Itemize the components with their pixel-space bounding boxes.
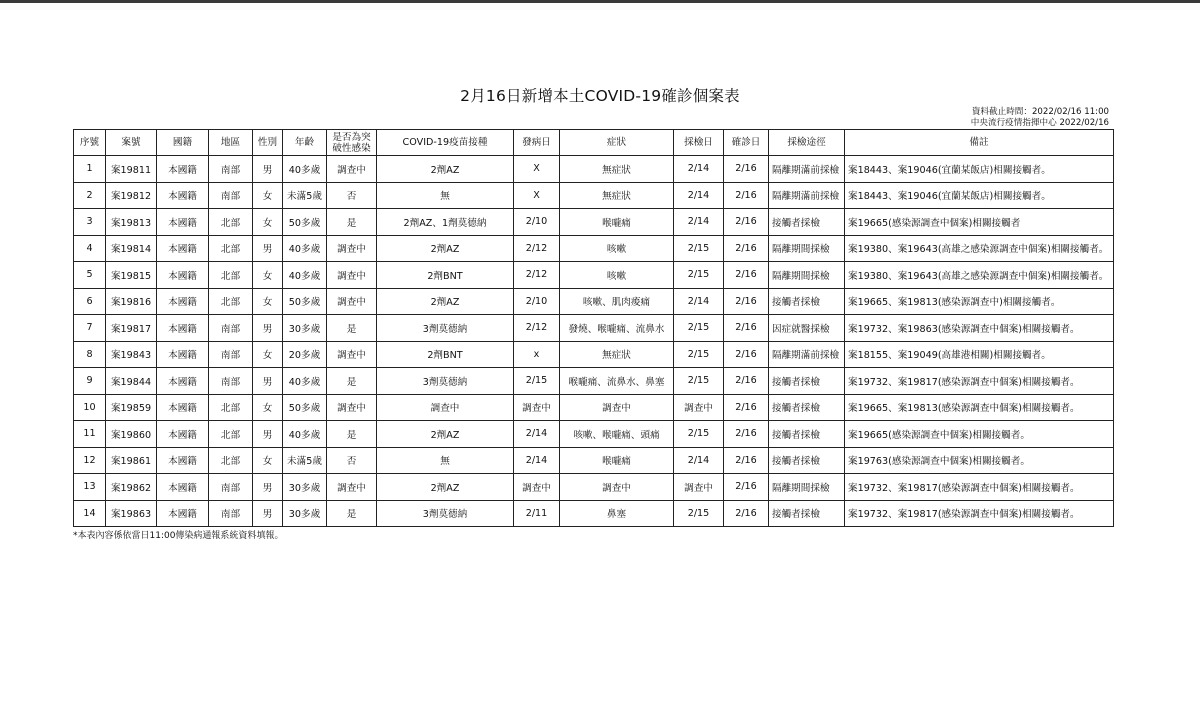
- cell-onset: 2/11: [514, 500, 560, 527]
- col-header-seq: 序號: [74, 130, 106, 156]
- cell-onset: 調查中: [514, 394, 560, 421]
- cell-remarks: 案19732、案19817(感染源調查中個案)相關接觸者。: [845, 368, 1114, 395]
- cell-vaccine: 3劑莫德納: [377, 500, 514, 527]
- table-row: [74, 447, 1114, 474]
- cell-symptoms: 調查中: [560, 474, 674, 501]
- cell-sex: 女: [253, 262, 283, 289]
- cell-nationality: 本國籍: [157, 421, 209, 448]
- cell-vaccine: 2劑BNT: [377, 341, 514, 368]
- report-source: 中央流行疫情指揮中心 2022/02/16: [970, 118, 1109, 128]
- cell-sex: 男: [253, 421, 283, 448]
- cell-age: 20多歲: [283, 341, 327, 368]
- cell-sex: 男: [253, 368, 283, 395]
- cell-region: 北部: [209, 447, 253, 474]
- cell-vaccine: 2劑AZ: [377, 156, 514, 183]
- cell-remarks: 案18155、案19049(高雄港相關)相關接觸者。: [845, 341, 1114, 368]
- cell-seq: 14: [74, 500, 106, 527]
- cell-symptoms: 調查中: [560, 394, 674, 421]
- cell-age: 40多歲: [283, 421, 327, 448]
- cell-nationality: 本國籍: [157, 474, 209, 501]
- cell-symptoms: 無症狀: [560, 182, 674, 209]
- cell-breakthrough: 是: [327, 500, 377, 527]
- cell-seq: 11: [74, 421, 106, 448]
- case-table: [73, 129, 1114, 527]
- cell-sex: 女: [253, 394, 283, 421]
- cell-sex: 女: [253, 447, 283, 474]
- cell-sample-date: 2/15: [674, 368, 724, 395]
- cell-vaccine: 2劑BNT: [377, 262, 514, 289]
- cell-age: 未滿5歲: [283, 447, 327, 474]
- cell-sex: 男: [253, 474, 283, 501]
- cell-onset: x: [514, 341, 560, 368]
- cell-confirm-date: 2/16: [724, 209, 769, 236]
- cell-symptoms: 咳嗽、喉嚨痛、頭痛: [560, 421, 674, 448]
- cell-remarks: 案19380、案19643(高雄之感染源調查中個案)相關接觸者。: [845, 235, 1114, 262]
- report-meta: [971, 107, 1109, 129]
- cell-symptoms: 無症狀: [560, 156, 674, 183]
- cell-sample-date: 2/15: [674, 500, 724, 527]
- cell-confirm-date: 2/16: [724, 315, 769, 342]
- cell-sample-date: 2/14: [674, 156, 724, 183]
- cell-case-no: 案19813: [106, 209, 157, 236]
- cell-breakthrough: 調查中: [327, 288, 377, 315]
- table-row: [74, 262, 1114, 289]
- cell-region: 北部: [209, 288, 253, 315]
- cell-onset: 2/12: [514, 235, 560, 262]
- table-row: [74, 500, 1114, 527]
- cell-onset: 2/12: [514, 262, 560, 289]
- cell-nationality: 本國籍: [157, 209, 209, 236]
- table-row: [74, 209, 1114, 236]
- page-title: 2月16日新增本土COVID-19確診個案表: [460, 87, 740, 105]
- cell-sample-route: 接觸者採檢: [769, 209, 845, 236]
- cell-sex: 女: [253, 288, 283, 315]
- cell-case-no: 案19816: [106, 288, 157, 315]
- cell-confirm-date: 2/16: [724, 262, 769, 289]
- cell-nationality: 本國籍: [157, 288, 209, 315]
- cell-case-no: 案19844: [106, 368, 157, 395]
- table-row: [74, 421, 1114, 448]
- cell-age: 50多歲: [283, 288, 327, 315]
- cell-sample-date: 2/15: [674, 235, 724, 262]
- cell-confirm-date: 2/16: [724, 368, 769, 395]
- cell-symptoms: 發燒、喉嚨痛、流鼻水: [560, 315, 674, 342]
- cell-seq: 10: [74, 394, 106, 421]
- table-row: [74, 156, 1114, 183]
- cell-nationality: 本國籍: [157, 235, 209, 262]
- col-header-remarks: 備註: [845, 130, 1114, 156]
- cell-symptoms: 喉嚨痛: [560, 447, 674, 474]
- cell-remarks: 案19732、案19817(感染源調查中個案)相關接觸者。: [845, 500, 1114, 527]
- cell-sex: 男: [253, 156, 283, 183]
- cell-sample-date: 2/15: [674, 421, 724, 448]
- cell-sex: 男: [253, 235, 283, 262]
- cell-confirm-date: 2/16: [724, 235, 769, 262]
- cell-case-no: 案19862: [106, 474, 157, 501]
- cell-symptoms: 無症狀: [560, 341, 674, 368]
- cell-sample-route: 隔離期滿前採檢: [769, 341, 845, 368]
- cell-case-no: 案19815: [106, 262, 157, 289]
- cell-age: 40多歲: [283, 368, 327, 395]
- col-header-sex: 性別: [253, 130, 283, 156]
- cell-confirm-date: 2/16: [724, 156, 769, 183]
- cell-age: 50多歲: [283, 394, 327, 421]
- col-header-confirm-date: 確診日: [724, 130, 769, 156]
- cell-vaccine: 3劑莫德納: [377, 315, 514, 342]
- col-header-sample-route: 採檢途徑: [769, 130, 845, 156]
- cell-confirm-date: 2/16: [724, 394, 769, 421]
- cell-nationality: 本國籍: [157, 315, 209, 342]
- cell-age: 40多歲: [283, 156, 327, 183]
- cell-seq: 9: [74, 368, 106, 395]
- cell-sample-date: 2/15: [674, 341, 724, 368]
- cell-breakthrough: 調查中: [327, 394, 377, 421]
- cell-sample-route: 接觸者採檢: [769, 500, 845, 527]
- cell-age: 30多歲: [283, 500, 327, 527]
- cell-sample-route: 隔離期滿前採檢: [769, 182, 845, 209]
- col-header-onset: 發病日: [514, 130, 560, 156]
- cell-region: 南部: [209, 500, 253, 527]
- cell-region: 南部: [209, 156, 253, 183]
- table-row: [74, 288, 1114, 315]
- cell-seq: 13: [74, 474, 106, 501]
- cell-vaccine: 無: [377, 182, 514, 209]
- case-table-body: [74, 156, 1114, 527]
- cell-sample-route: 隔離期間採檢: [769, 474, 845, 501]
- cell-remarks: 案18443、案19046(宜蘭某飯店)相關接觸者。: [845, 182, 1114, 209]
- cell-remarks: 案19732、案19817(感染源調查中個案)相關接觸者。: [845, 474, 1114, 501]
- table-row: [74, 341, 1114, 368]
- cell-breakthrough: 調查中: [327, 474, 377, 501]
- cell-sample-route: 隔離期間採檢: [769, 235, 845, 262]
- cell-region: 北部: [209, 209, 253, 236]
- cell-confirm-date: 2/16: [724, 288, 769, 315]
- cell-region: 北部: [209, 262, 253, 289]
- cell-sample-date: 2/14: [674, 288, 724, 315]
- cell-case-no: 案19859: [106, 394, 157, 421]
- cell-breakthrough: 否: [327, 182, 377, 209]
- cell-case-no: 案19812: [106, 182, 157, 209]
- cell-seq: 2: [74, 182, 106, 209]
- cell-case-no: 案19863: [106, 500, 157, 527]
- data-cutoff-time: 資料截止時間：2022/02/16 11:00: [971, 107, 1109, 117]
- cell-onset: 2/14: [514, 421, 560, 448]
- cell-age: 30多歲: [283, 474, 327, 501]
- cell-breakthrough: 是: [327, 421, 377, 448]
- cell-age: 未滿5歲: [283, 182, 327, 209]
- cell-vaccine: 2劑AZ、1劑莫德納: [377, 209, 514, 236]
- cell-region: 北部: [209, 421, 253, 448]
- cell-sex: 男: [253, 315, 283, 342]
- cell-symptoms: 喉嚨痛: [560, 209, 674, 236]
- cell-region: 北部: [209, 394, 253, 421]
- cell-sample-route: 隔離期間採檢: [769, 262, 845, 289]
- col-header-vaccine: COVID-19疫苗接種: [377, 130, 514, 156]
- col-header-nationality: 國籍: [157, 130, 209, 156]
- cell-onset: 2/12: [514, 315, 560, 342]
- cell-breakthrough: 是: [327, 368, 377, 395]
- cell-breakthrough: 調查中: [327, 341, 377, 368]
- cell-region: 北部: [209, 235, 253, 262]
- cell-age: 40多歲: [283, 262, 327, 289]
- cell-sample-route: 因症就醫採檢: [769, 315, 845, 342]
- table-row: [74, 182, 1114, 209]
- col-header-region: 地區: [209, 130, 253, 156]
- footnote: *本表內容係依當日11:00傳染病通報系統資料填報。: [73, 531, 284, 541]
- cell-onset: X: [514, 156, 560, 183]
- col-header-age: 年齡: [283, 130, 327, 156]
- cell-confirm-date: 2/16: [724, 421, 769, 448]
- cell-sample-date: 調查中: [674, 394, 724, 421]
- cell-remarks: 案19380、案19643(高雄之感染源調查中個案)相關接觸者。: [845, 262, 1114, 289]
- cell-breakthrough: 是: [327, 209, 377, 236]
- cell-sample-date: 調查中: [674, 474, 724, 501]
- col-header-sample-date: 採檢日: [674, 130, 724, 156]
- cell-vaccine: 2劑AZ: [377, 288, 514, 315]
- cell-confirm-date: 2/16: [724, 182, 769, 209]
- cell-nationality: 本國籍: [157, 262, 209, 289]
- cell-age: 50多歲: [283, 209, 327, 236]
- cell-sample-route: 接觸者採檢: [769, 288, 845, 315]
- cell-seq: 4: [74, 235, 106, 262]
- cell-remarks: 案19665、案19813(感染源調查中個案)相關接觸者。: [845, 394, 1114, 421]
- cell-nationality: 本國籍: [157, 182, 209, 209]
- cell-remarks: 案19763(感染源調查中個案)相關接觸者。: [845, 447, 1114, 474]
- cell-sex: 男: [253, 500, 283, 527]
- cell-symptoms: 喉嚨痛、流鼻水、鼻塞: [560, 368, 674, 395]
- col-header-symptoms: 症狀: [560, 130, 674, 156]
- cell-sample-date: 2/15: [674, 262, 724, 289]
- cell-symptoms: 咳嗽、肌肉痠痛: [560, 288, 674, 315]
- cell-nationality: 本國籍: [157, 447, 209, 474]
- cell-nationality: 本國籍: [157, 500, 209, 527]
- cell-sample-route: 接觸者採檢: [769, 421, 845, 448]
- cell-remarks: 案18443、案19046(宜蘭某飯店)相關接觸者。: [845, 156, 1114, 183]
- cell-confirm-date: 2/16: [724, 341, 769, 368]
- cell-symptoms: 咳嗽: [560, 235, 674, 262]
- cell-breakthrough: 調查中: [327, 262, 377, 289]
- cell-seq: 1: [74, 156, 106, 183]
- cell-age: 40多歲: [283, 235, 327, 262]
- table-row: [74, 474, 1114, 501]
- cell-region: 南部: [209, 474, 253, 501]
- table-row: [74, 315, 1114, 342]
- table-row: [74, 368, 1114, 395]
- cell-remarks: 案19665(感染源調查中個案)相關接觸者: [845, 209, 1114, 236]
- cell-sample-route: 接觸者採檢: [769, 447, 845, 474]
- cell-onset: 2/10: [514, 288, 560, 315]
- cell-sample-route: 接觸者採檢: [769, 368, 845, 395]
- cell-vaccine: 無: [377, 447, 514, 474]
- cell-seq: 12: [74, 447, 106, 474]
- cell-onset: X: [514, 182, 560, 209]
- cell-vaccine: 3劑莫德納: [377, 368, 514, 395]
- cell-seq: 8: [74, 341, 106, 368]
- cell-symptoms: 鼻塞: [560, 500, 674, 527]
- cell-nationality: 本國籍: [157, 156, 209, 183]
- cell-age: 30多歲: [283, 315, 327, 342]
- cell-case-no: 案19811: [106, 156, 157, 183]
- top-border: [0, 0, 1200, 3]
- col-header-breakthrough: 是否為突破性感染: [327, 130, 377, 156]
- table-row: [74, 235, 1114, 262]
- cell-region: 南部: [209, 315, 253, 342]
- cell-onset: 2/14: [514, 447, 560, 474]
- cell-confirm-date: 2/16: [724, 447, 769, 474]
- cell-nationality: 本國籍: [157, 394, 209, 421]
- cell-symptoms: 咳嗽: [560, 262, 674, 289]
- cell-onset: 2/15: [514, 368, 560, 395]
- cell-onset: 2/10: [514, 209, 560, 236]
- cell-region: 南部: [209, 182, 253, 209]
- cell-case-no: 案19861: [106, 447, 157, 474]
- cell-case-no: 案19817: [106, 315, 157, 342]
- cell-remarks: 案19665、案19813(感染源調查中)相關接觸者。: [845, 288, 1114, 315]
- cell-onset: 調查中: [514, 474, 560, 501]
- cell-sample-route: 隔離期滿前採檢: [769, 156, 845, 183]
- cell-vaccine: 調查中: [377, 394, 514, 421]
- cell-region: 南部: [209, 368, 253, 395]
- col-header-case-no: 案號: [106, 130, 157, 156]
- cell-case-no: 案19814: [106, 235, 157, 262]
- cell-seq: 3: [74, 209, 106, 236]
- cell-remarks: 案19665(感染源調查中個案)相關接觸者。: [845, 421, 1114, 448]
- cell-sample-date: 2/14: [674, 209, 724, 236]
- cell-remarks: 案19732、案19863(感染源調查中個案)相關接觸者。: [845, 315, 1114, 342]
- cell-seq: 5: [74, 262, 106, 289]
- cell-vaccine: 2劑AZ: [377, 235, 514, 262]
- cell-seq: 7: [74, 315, 106, 342]
- cell-case-no: 案19860: [106, 421, 157, 448]
- cell-region: 南部: [209, 341, 253, 368]
- cell-sex: 女: [253, 182, 283, 209]
- cell-breakthrough: 是: [327, 315, 377, 342]
- cell-sample-date: 2/14: [674, 447, 724, 474]
- cell-confirm-date: 2/16: [724, 500, 769, 527]
- cell-nationality: 本國籍: [157, 341, 209, 368]
- cell-breakthrough: 調查中: [327, 156, 377, 183]
- cell-breakthrough: 調查中: [327, 235, 377, 262]
- cell-sex: 女: [253, 341, 283, 368]
- cell-confirm-date: 2/16: [724, 474, 769, 501]
- cell-sample-date: 2/14: [674, 182, 724, 209]
- table-header-row: [74, 130, 1114, 156]
- cell-case-no: 案19843: [106, 341, 157, 368]
- cell-seq: 6: [74, 288, 106, 315]
- cell-breakthrough: 否: [327, 447, 377, 474]
- cell-sample-route: 接觸者採檢: [769, 394, 845, 421]
- table-row: [74, 394, 1114, 421]
- cell-vaccine: 2劑AZ: [377, 474, 514, 501]
- cell-sex: 女: [253, 209, 283, 236]
- cell-vaccine: 2劑AZ: [377, 421, 514, 448]
- cell-nationality: 本國籍: [157, 368, 209, 395]
- cell-sample-date: 2/15: [674, 315, 724, 342]
